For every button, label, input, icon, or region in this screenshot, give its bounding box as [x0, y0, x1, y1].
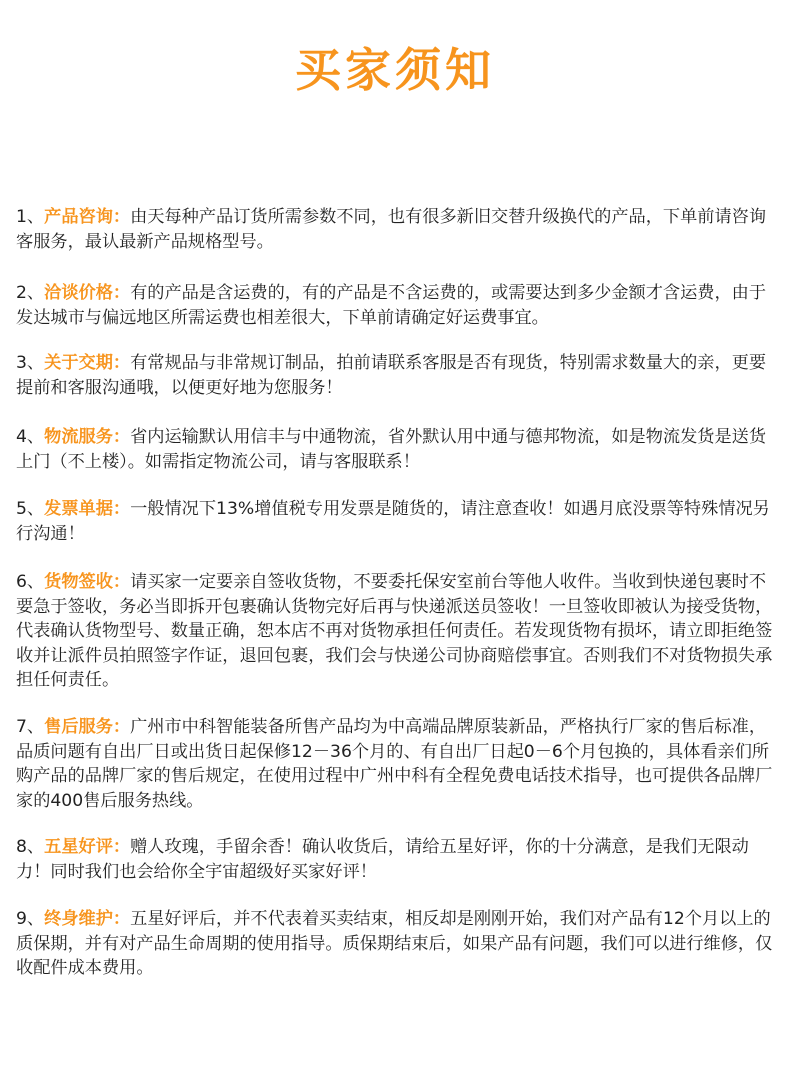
notice-item: [16, 351, 776, 400]
notice-number: 4、: [16, 427, 45, 447]
notice-heading: 五星好评：: [44, 837, 131, 857]
notice-item: [16, 715, 776, 813]
notice-number: 5、: [16, 499, 45, 519]
notice-body: 省内运输默认用信丰与中通物流，省外默认用中通与德邦物流，如是物流发货是送货上门（不上楼）。如需指定物流公司，请与客服联系！: [16, 427, 767, 472]
notice-number: 1、: [16, 207, 45, 227]
notice-number: 7、: [16, 717, 45, 737]
notice-body: 赠人玫瑰，手留余香！确认收货后，请给五星好评，你的十分满意，是我们无限动力！同时我们也会给你全宇宙超级好买家好评！: [16, 837, 749, 882]
notice-item: [16, 835, 776, 884]
notice-item: [16, 907, 776, 981]
notice-heading: 发票单据：: [44, 499, 131, 519]
notice-body: 请买家一定要亲自签收货物，不要委托保安室前台等他人收件。当收到快递包裹时不要急于签收，务必当即拆开包裹确认货物完好后再与快递派送员签收！一旦签收即被认为接受货物，代表确认货物型号、数量正确，恕本店不再对货物承担任何责任。若发现货物有损坏，请立即拒绝签收并让派件员拍照签字作证，退回包裹，我们会与快递公司协商赔偿事宜。否则我们不对货物损失承担任何责任。: [16, 572, 773, 690]
notice-body: 一般情况下13%增值税专用发票是随货的，请注意查收！如遇月底没票等特殊情况另行沟通！: [16, 499, 770, 544]
notice-number: 3、: [16, 353, 45, 373]
notice-number: 9、: [16, 909, 45, 929]
notice-heading: 售后服务：: [44, 717, 131, 737]
notice-heading: 终身维护：: [44, 909, 131, 929]
notice-body: 五星好评后，并不代表着买卖结束，相反却是刚刚开始，我们对产品有12个月以上的质保期，并有对产品生命周期的使用指导。质保期结束后，如果产品有问题，我们可以进行维修，仅收配件成本费用。: [16, 909, 773, 978]
notice-item: [16, 570, 776, 693]
page-title: 买家须知: [295, 43, 495, 97]
notice-item: [16, 425, 776, 474]
notice-heading: 物流服务：: [44, 427, 131, 447]
notice-heading: 关于交期：: [44, 353, 131, 373]
notice-item: [16, 497, 776, 546]
notice-number: 8、: [16, 837, 45, 857]
notice-body: 广州市中科智能装备所售产品均为中高端品牌原装新品，严格执行厂家的售后标准，品质问题有自出厂日或出货日起保修12－36个月的、有自出厂日起0－6个月包换的，具体看亲们所购产品的品牌厂家的售后规定，在使用过程中广州中科有全程免费电话技术指导，也可提供各品牌厂家的400售后服务热线。: [16, 717, 773, 811]
notice-item: [16, 205, 776, 254]
notice-heading: 产品咨询：: [44, 207, 131, 227]
notice-heading: 洽谈价格：: [44, 283, 131, 303]
notice-number: 6、: [16, 572, 45, 592]
notice-heading: 货物签收：: [44, 572, 131, 592]
notice-body: 有的产品是含运费的，有的产品是不含运费的，或需要达到多少金额才含运费，由于发达城市与偏远地区所需运费也相差很大，下单前请确定好运费事宜。: [16, 283, 767, 328]
notice-body: 由天每种产品订货所需参数不同，也有很多新旧交替升级换代的产品，下单前请咨询客服务，最认最新产品规格型号。: [16, 207, 767, 252]
notice-body: 有常规品与非常规订制品，拍前请联系客服是否有现货，特别需求数量大的亲，更要提前和客服沟通哦，以便更好地为您服务！: [16, 353, 767, 398]
notice-number: 2、: [16, 283, 45, 303]
notice-item: [16, 281, 776, 330]
